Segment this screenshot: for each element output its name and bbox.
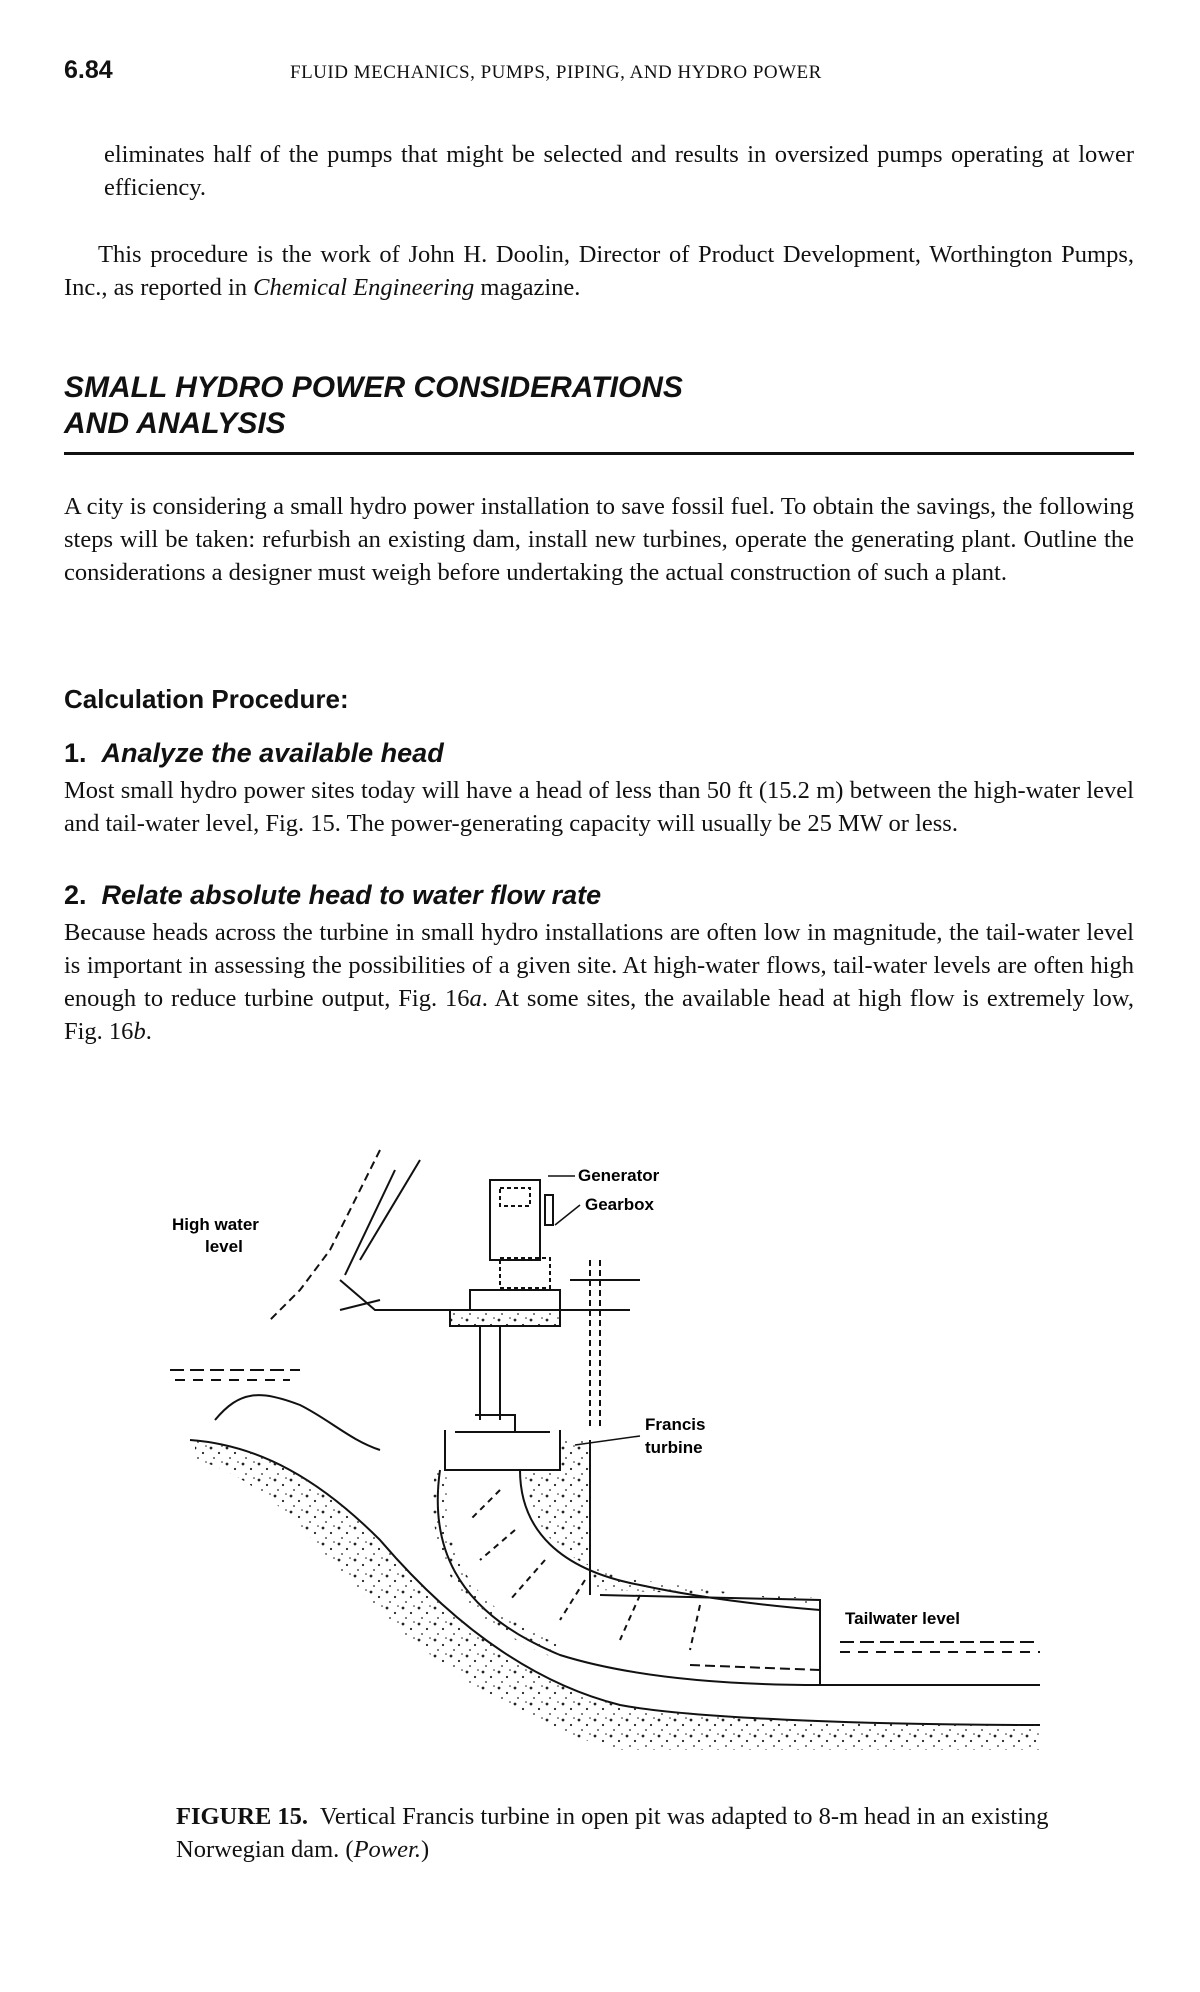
intro-paragraph-continued: eliminates half of the pumps that might be selected and results in oversized pumps operating at lower efficiency. — [104, 141, 1134, 201]
step-2-heading — [64, 880, 601, 911]
section-title-line-1: SMALL HYDRO POWER CONSIDERATIONS — [64, 371, 683, 404]
label-high-water: High water — [172, 1215, 259, 1234]
section-title — [64, 370, 1134, 442]
step-1-heading — [64, 738, 444, 769]
problem-statement: A city is considering a small hydro power installation to save fossil fuel. To obtain the savings, the following steps will be taken: refurbish an existing dam, install new turbines, operate the generating plant. Outline the considerations a designer must weigh before undertaking the actual construction of such a plant. — [64, 493, 1134, 586]
section-title-line-2: AND ANALYSIS — [64, 407, 286, 440]
label-gearbox: Gearbox — [585, 1195, 654, 1214]
label-tailwater: Tailwater level — [845, 1609, 960, 1628]
fig-ref-a: a — [469, 985, 482, 1012]
step-2-text-part: . — [145, 1018, 152, 1045]
step-2-text — [64, 916, 1134, 1048]
intro-paragraph-credit — [64, 238, 1134, 304]
caption-text: Vertical Francis turbine in open pit was adapted to 8-m head in an existing Norwegian dam. ( — [176, 1803, 1049, 1863]
step-1-title: Analyze the available head — [101, 738, 444, 768]
dam-structure — [170, 1150, 1040, 1725]
label-turbine: turbine — [645, 1438, 703, 1457]
caption-label: FIGURE 15. — [176, 1803, 309, 1830]
page-number: 6.84 — [64, 56, 113, 84]
credit-text-end: magazine. — [474, 274, 581, 301]
step-2-title: Relate absolute head to water flow rate — [101, 880, 602, 910]
step-1-text: Most small hydro power sites today will have a head of less than 50 ft (15.2 m) between the high-water level and tail-water level, Fig. 15. The power-generating capacity will usually be 25 MW or less. — [64, 777, 1134, 837]
label-generator: Generator — [578, 1166, 660, 1185]
caption-source: Power. — [353, 1836, 421, 1863]
magazine-title: Chemical Engineering — [253, 274, 475, 301]
fig-ref-b: b — [133, 1018, 146, 1045]
figure-caption — [176, 1800, 1056, 1866]
step-2-number: 2. — [64, 880, 87, 910]
figure-15-diagram — [0, 1140, 1200, 1780]
step-2-text-part: . At some sites, the available head at high flow is extremely low, Fig. 16 — [64, 985, 1135, 1045]
step-1-number: 1. — [64, 738, 87, 768]
concrete-stipple-right — [525, 1440, 820, 1605]
procedure-heading: Calculation Procedure: — [64, 684, 349, 714]
credit-text: This procedure is the work of John H. Doolin, Director of Product Development, Worthington Pumps, Inc., as reported in — [64, 241, 1134, 301]
label-high-water-level: level — [205, 1237, 243, 1256]
label-francis: Francis — [645, 1415, 706, 1434]
section-rule — [64, 452, 1134, 455]
caption-end: ) — [420, 1836, 430, 1863]
running-title: FLUID MECHANICS, PUMPS, PIPING, AND HYDRO POWER — [290, 62, 822, 83]
step-2-text-part: Because heads across the turbine in small hydro installations are often low in magnitude, the tail-water level is important in assessing the possibilities of a given site. At high-water flows, tail-water levels are often high enough to reduce turbine output, Fig. 16 — [64, 919, 1134, 1012]
